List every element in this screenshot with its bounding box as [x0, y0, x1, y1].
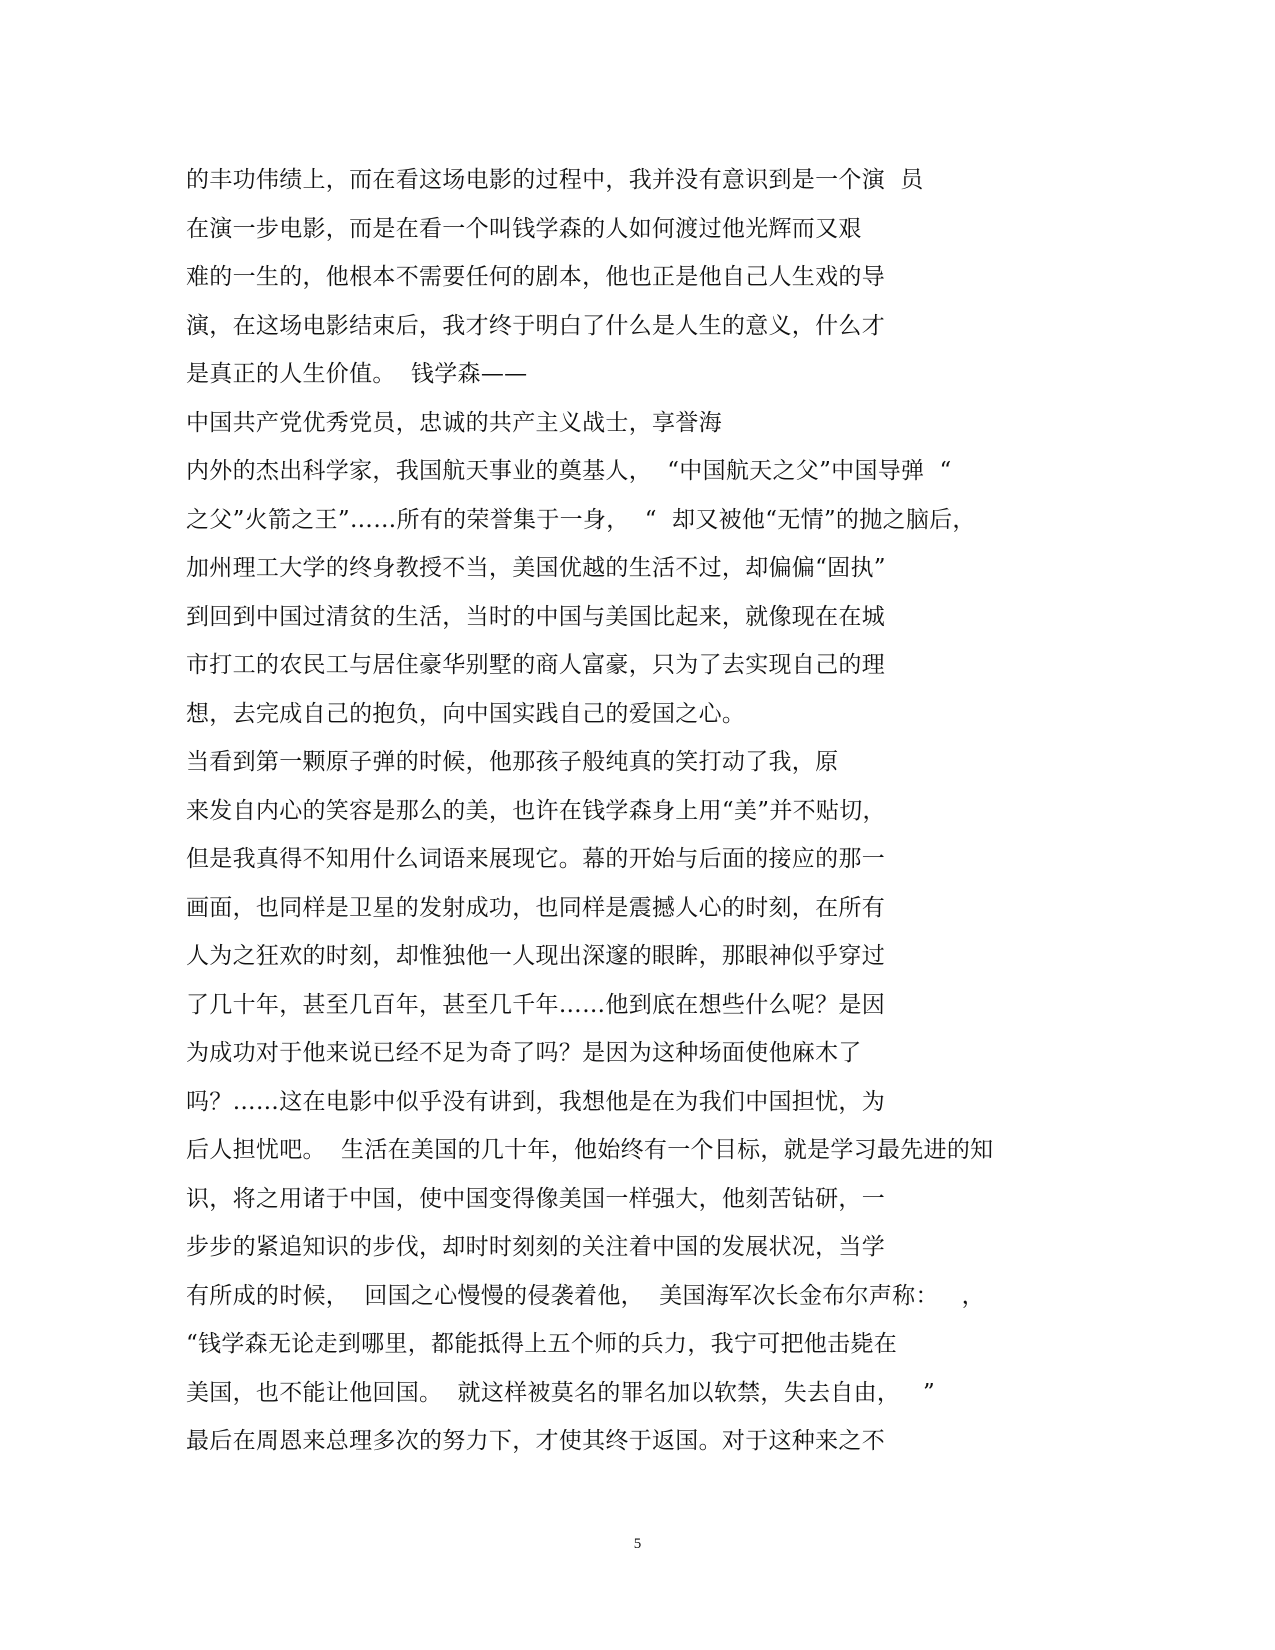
- text-line: 中国共产党优秀党员，忠诚的共产主义战士，享誉海: [186, 409, 722, 436]
- text-line: 的丰功伟绩上，而在看这场电影的过程中，我并没有意识到是一个演 员: [186, 167, 924, 193]
- text-line: 当看到第一颗原子弹的时候，他那孩子般纯真的笑打动了我，原: [186, 749, 839, 775]
- text-line: 来发自内心的笑容是那么的美，也许在钱学森身上用“美”并不贴切，: [186, 797, 886, 824]
- text-line: 但是我真得不知用什么词语来展现它。幕的开始与后面的接应的那一: [186, 846, 885, 872]
- page-number: 5: [633, 1536, 642, 1552]
- text-line: “钱学森无论走到哪里，都能抵得上五个师的兵力，我宁可把他击毙在: [186, 1331, 898, 1357]
- body-text: [186, 156, 1186, 1466]
- text-line: 画面，也同样是卫星的发射成功，也同样是震撼人心的时刻，在所有: [186, 894, 885, 921]
- text-line: 有所成的时候， 回国之心慢慢的侵袭着他， 美国海军次长金布尔声称： ，: [186, 1282, 985, 1309]
- text-line: 之父”火箭之王”……所有的荣誉集于一身， “ 却又被他“无情”的抛之脑后，: [186, 506, 976, 533]
- text-line: 在演一步电影，而是在看一个叫钱学森的人如何渡过他光辉而又艰: [186, 215, 862, 242]
- text-line: 为成功对于他来说已经不足为奇了吗？是因为这种场面使他麻木了: [186, 1040, 862, 1066]
- text-line: 到回到中国过清贫的生活，当时的中国与美国比起来，就像现在在城: [186, 603, 885, 630]
- text-line: 了几十年，甚至几百年，甚至几千年……他到底在想些什么呢？是因: [186, 991, 885, 1018]
- text-line: 后人担忧吧。 生活在美国的几十年，他始终有一个目标，就是学习最先进的知: [186, 1137, 994, 1163]
- text-line: 识，将之用诸于中国，使中国变得像美国一样强大，他刻苦钻研，一: [186, 1185, 885, 1212]
- text-line: 市打工的农民工与居住豪华别墅的商人富豪，只为了去实现自己的理: [186, 652, 885, 678]
- text-line: 内外的杰出科学家，我国航天事业的奠基人， “中国航天之父”中国导弹 “: [186, 458, 952, 484]
- text-line: 吗？……这在电影中似乎没有讲到，我想他是在为我们中国担忧，为: [186, 1088, 885, 1115]
- text-line: 演，在这场电影结束后，我才终于明白了什么是人生的意义，什么才: [186, 312, 885, 339]
- text-line: 加州理工大学的终身教授不当，美国优越的生活不过，却偏偏“固执”: [186, 555, 886, 581]
- text-line: 人为之狂欢的时刻，却惟独他一人现出深邃的眼眸，那眼神似乎穿过: [186, 943, 885, 969]
- text-line: 最后在周恩来总理多次的努力下，才使其终于返国。对于这种来之不: [186, 1428, 885, 1454]
- text-line: 是真正的人生价值。 钱学森——: [186, 361, 528, 387]
- text-line: 步步的紧追知识的步伐，却时时刻刻的关注着中国的发展状况，当学: [186, 1234, 885, 1260]
- text-line: 美国，也不能让他回国。 就这样被莫名的罪名加以软禁，失去自由， ”: [186, 1379, 936, 1406]
- text-line: 想，去完成自己的抱负，向中国实践自己的爱国之心。: [186, 700, 746, 727]
- text-line: 难的一生的，他根本不需要任何的剧本，他也正是他自己人生戏的导: [186, 264, 885, 290]
